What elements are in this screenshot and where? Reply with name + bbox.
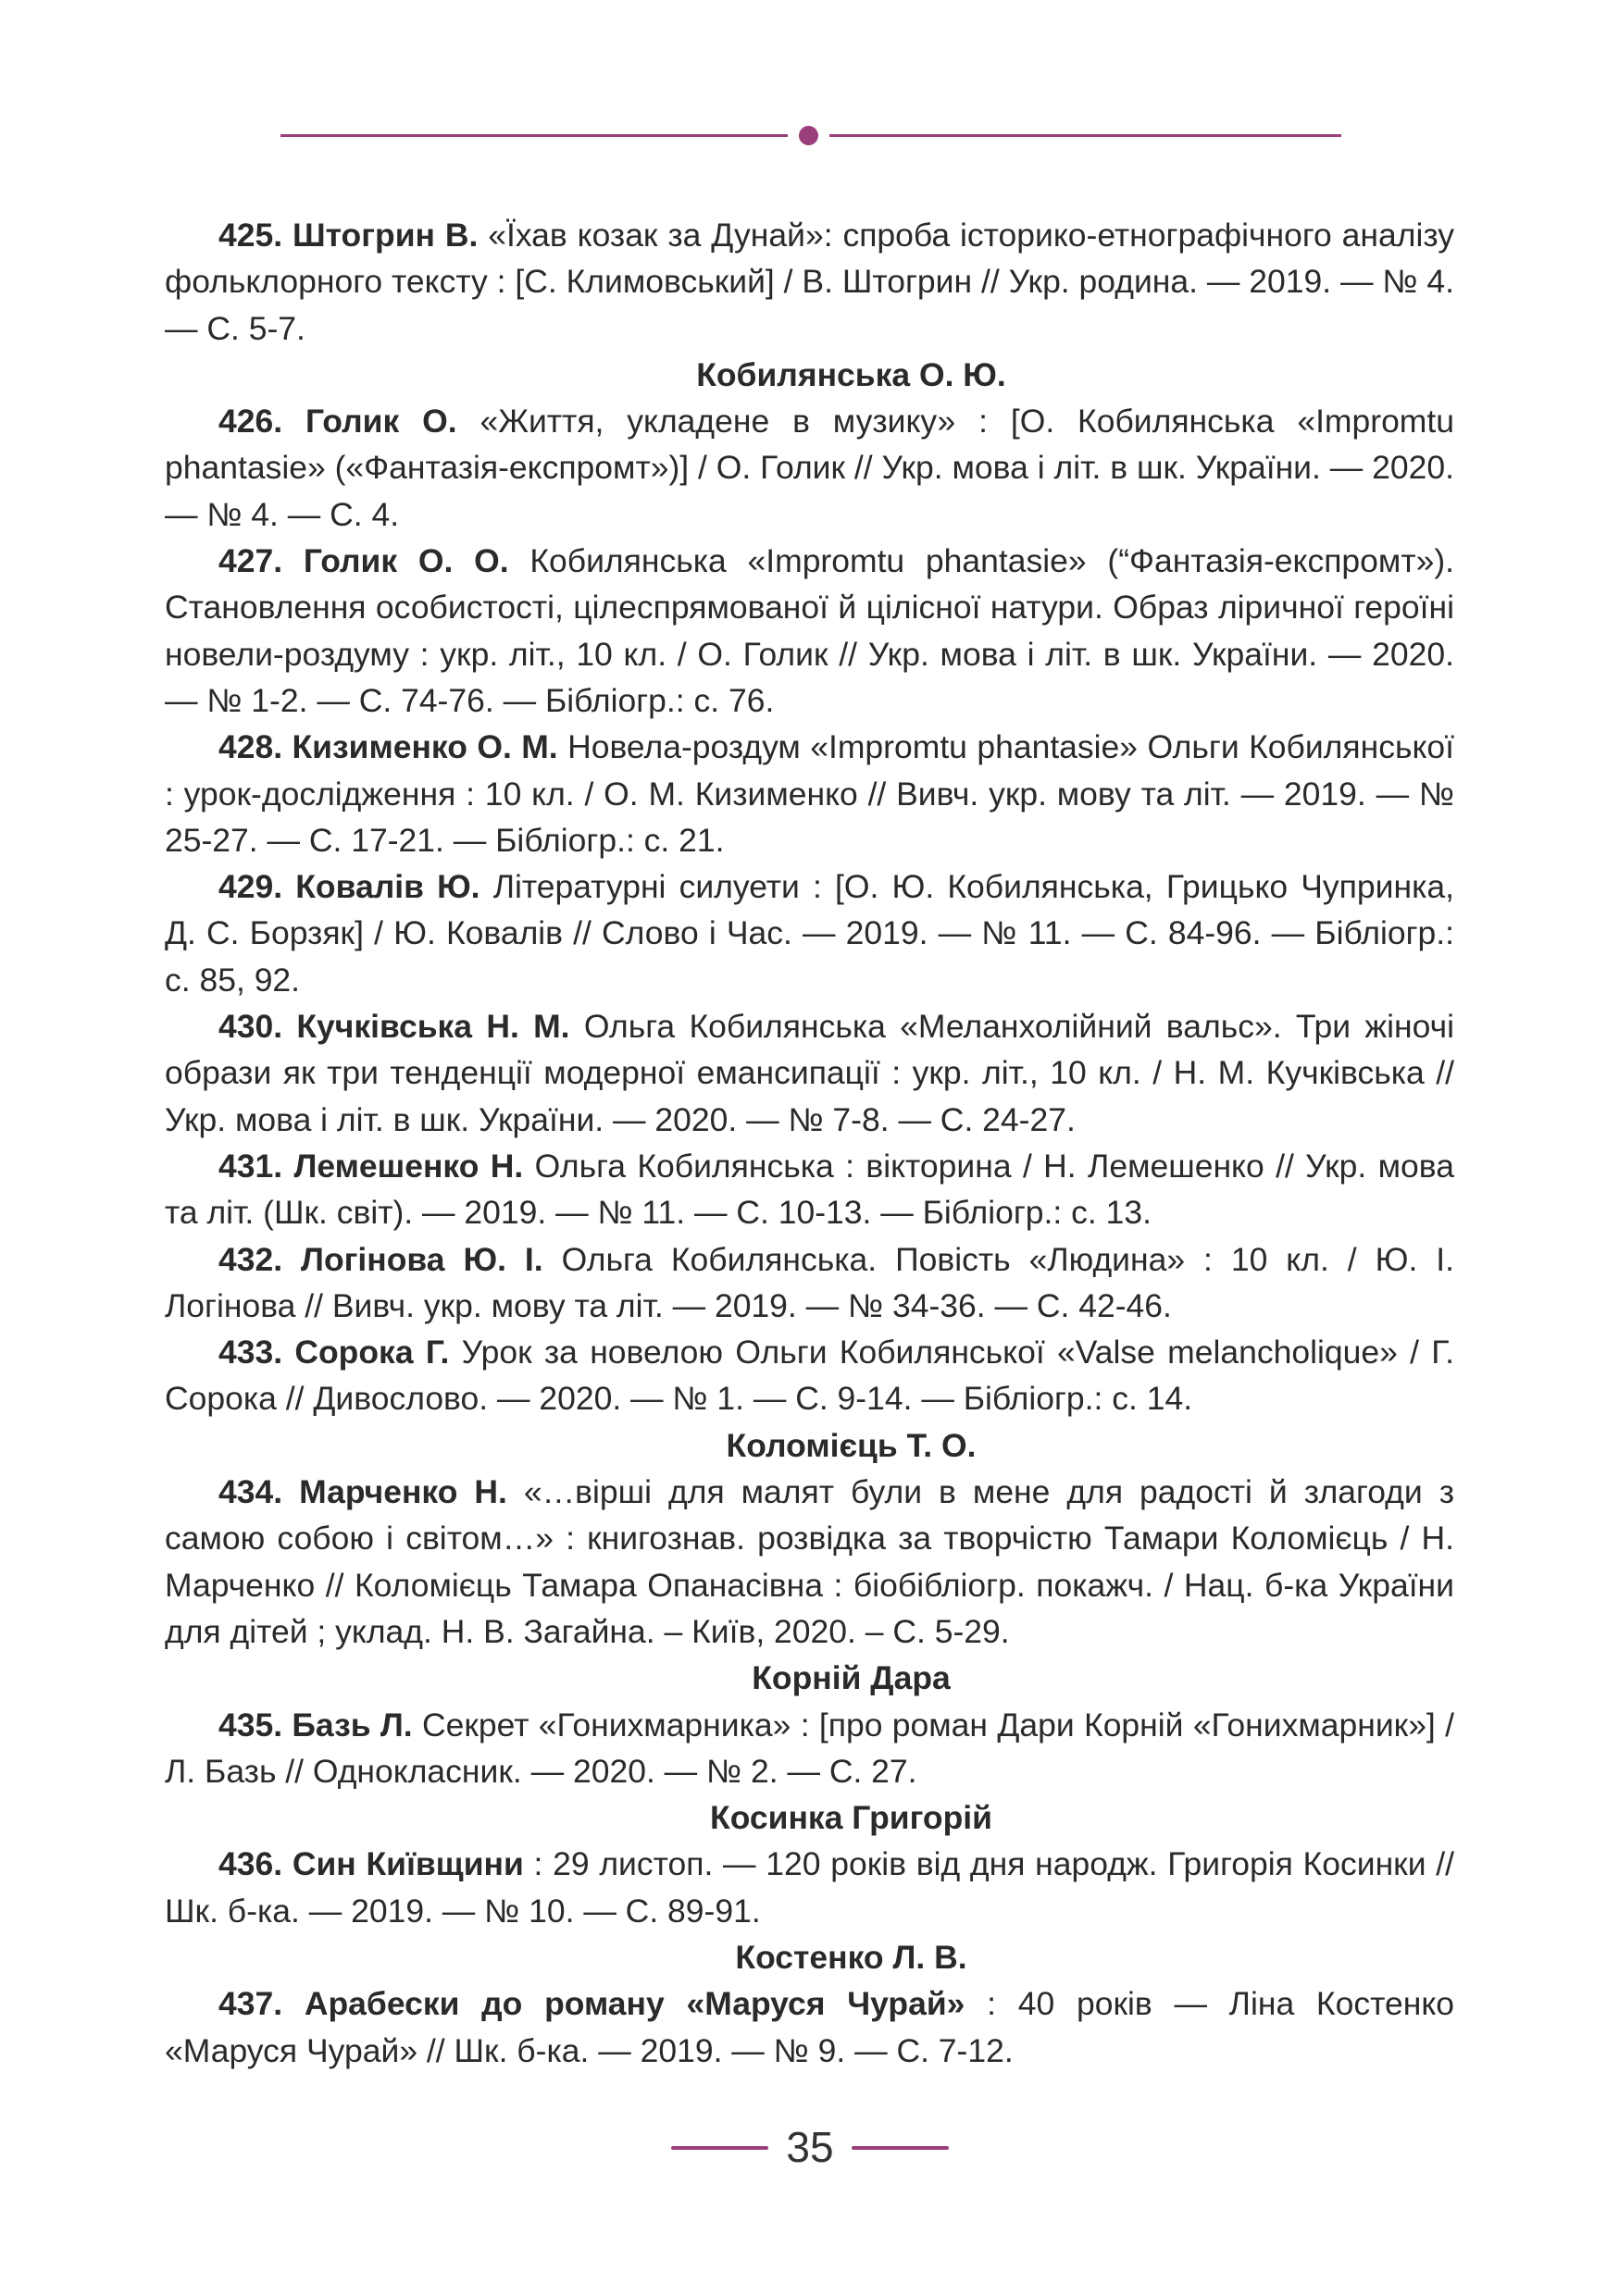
entry-author: 436. Син Київщини [218,1845,524,1883]
entry-author: 430. Кучківська Н. М. [218,1008,570,1046]
entry-text: : 29 листоп. — 120 років від дня народж. Григорія Косинки // Шк. б-ка. — 2019. — № 10. — С. 89-91. [165,1845,1454,1930]
entry-text: Секрет «Гонихмарника» : [про роман Дари Корній «Гонихмарник»] / Л. Базь // Однокласник. — 2020. — № 2. — С. 27. [165,1706,1454,1790]
section-heading: Коломієць Т. О. [726,1426,977,1464]
entry-author: 427. Голик О. О. [218,542,509,580]
entry-text: Урок за новелою Ольги Кобилянської «Valse melancholique» / Г. Сорока // Дивослово. — 2020. — № 1. — С. 9-14. — Бібліогр.: с. 14. [165,1334,1454,1418]
bibliography-content [165,212,1454,2074]
bibliography-entry [165,863,1454,1003]
entry-author: 428. Кизименко О. М. [218,728,558,766]
page-number: 35 [786,2123,834,2171]
entry-text: Кобилянська «Impromtu phantasie» (“Фантазія-експромт»). Становлення особистості, цілеспрямованої й цілісної натури. Образ ліричної героїні новели-роздуму : укр. літ., 10 кл. / О. Голик // Укр. мова і літ. в шк. України. — 2020. — № 1-2. — С. 74-76. — Бібліогр.: с. 76. [165,542,1455,719]
entry-author: 429. Ковалів Ю. [218,868,480,906]
entry-text: Ольга Кобилянська. Повість «Людина» : 10 кл. / Ю. І. Логінова // Вивч. укр. мову та літ. — 2019. — № 34-36. — С. 42-46. [165,1240,1454,1324]
bibliography-entry [165,1236,1454,1330]
entry-author: 435. Базь Л. [218,1706,413,1744]
section-heading: Костенко Л. В. [735,1938,967,1976]
bibliography-entry [165,724,1454,863]
bibliography-entry [165,1841,1454,1934]
bibliography-entry [165,1003,1454,1143]
section-heading: Косинка Григорій [710,1799,992,1837]
entry-author: 432. Логінова Ю. І. [218,1240,543,1278]
entry-author: 425. Штогрин В. [218,217,479,254]
entry-text: «Їхав козак за Дунай»: спроба історико-етнографічного аналізу фольклорного тексту : [С. Климовський] / В. Штогрин // Укр. родина. — 2019. — № 4. — С. 5-7. [165,217,1454,347]
ornament-line-left [280,134,788,137]
bibliography-entry [165,1329,1454,1422]
entry-text: Літературні силуети : [О. Ю. Кобилянська, Грицько Чупринка, Д. С. Борзяк] / Ю. Ковалів // Слово і Час. — 2019. — № 11. — С. 84-96. — Бібліогр.: с. 85, 92. [165,868,1454,999]
section-heading: Кобилянська О. Ю. [696,355,1006,393]
entry-author: 431. Лемешенко Н. [218,1147,524,1185]
page-footer [671,2119,949,2175]
entry-text: Ольга Кобилянська : вікторина / Н. Лемешенко // Укр. мова та літ. (Шк. світ). — 2019. — № 11. — С. 10-13. — Бібліогр.: с. 13. [165,1147,1454,1232]
entry-text: «…вірші для малят були в мене для радості й злагоди з самою собою і світом…» : книгознав. розвідка за творчістю Тамари Коломієць / Н. Марченко // Коломієць Тамара Опанасівна : біобібліогр. покажч. / Нац. б-ка України для дітей ; уклад. Н. В. Загайна. – Київ, 2020. – С. 5-29. [165,1473,1454,1650]
entry-author: 433. Сорока Г. [218,1334,450,1371]
footer-line-left [671,2146,768,2150]
entry-text: : 40 років — Ліна Костенко «Маруся Чурай» // Шк. б-ка. — 2019. — № 9. — С. 7-12. [165,1985,1454,2069]
footer-line-right [852,2146,949,2150]
ornament-line-right [829,134,1341,137]
entry-author: 437. Арабески до роману «Маруся Чурай» [218,1985,965,2023]
entry-author: 426. Голик О. [218,403,457,441]
section-heading: Корній Дара [752,1659,951,1697]
entry-text: Ольга Кобилянська «Меланхолійний вальс». Три жіночі образи як три тенденції модерної емансипації : укр. літ., 10 кл. / Н. М. Кучківська // Укр. мова і літ. в шк. України. — 2020. — № 7-8. — С. 24-27. [165,1008,1454,1138]
entry-text: «Життя, укладене в музику» : [О. Кобилянська «Impromtu phantasie» («Фантазія-експромт»)] / О. Голик // Укр. мова і літ. в шк. України. — 2020. — № 4. — С. 4. [165,403,1454,533]
bibliography-entry [165,1143,1454,1236]
bibliography-entry [165,212,1454,352]
bibliography-entry [165,1702,1454,1795]
entry-author: 434. Марченко Н. [218,1473,507,1511]
bibliography-entry [165,1469,1454,1655]
bibliography-entry [165,538,1454,724]
ornament-dot [799,126,818,145]
entry-text: Новела-роздум «Impromtu phantasie» Ольги Кобилянської : урок-дослідження : 10 кл. / О. М. Кизименко // Вивч. укр. мову та літ. — 2019. — № 25-27. — С. 17-21. — Бібліогр.: с. 21. [165,728,1455,859]
bibliography-entry [165,398,1454,538]
top-ornament [280,126,1341,144]
bibliography-entry [165,1980,1454,2074]
